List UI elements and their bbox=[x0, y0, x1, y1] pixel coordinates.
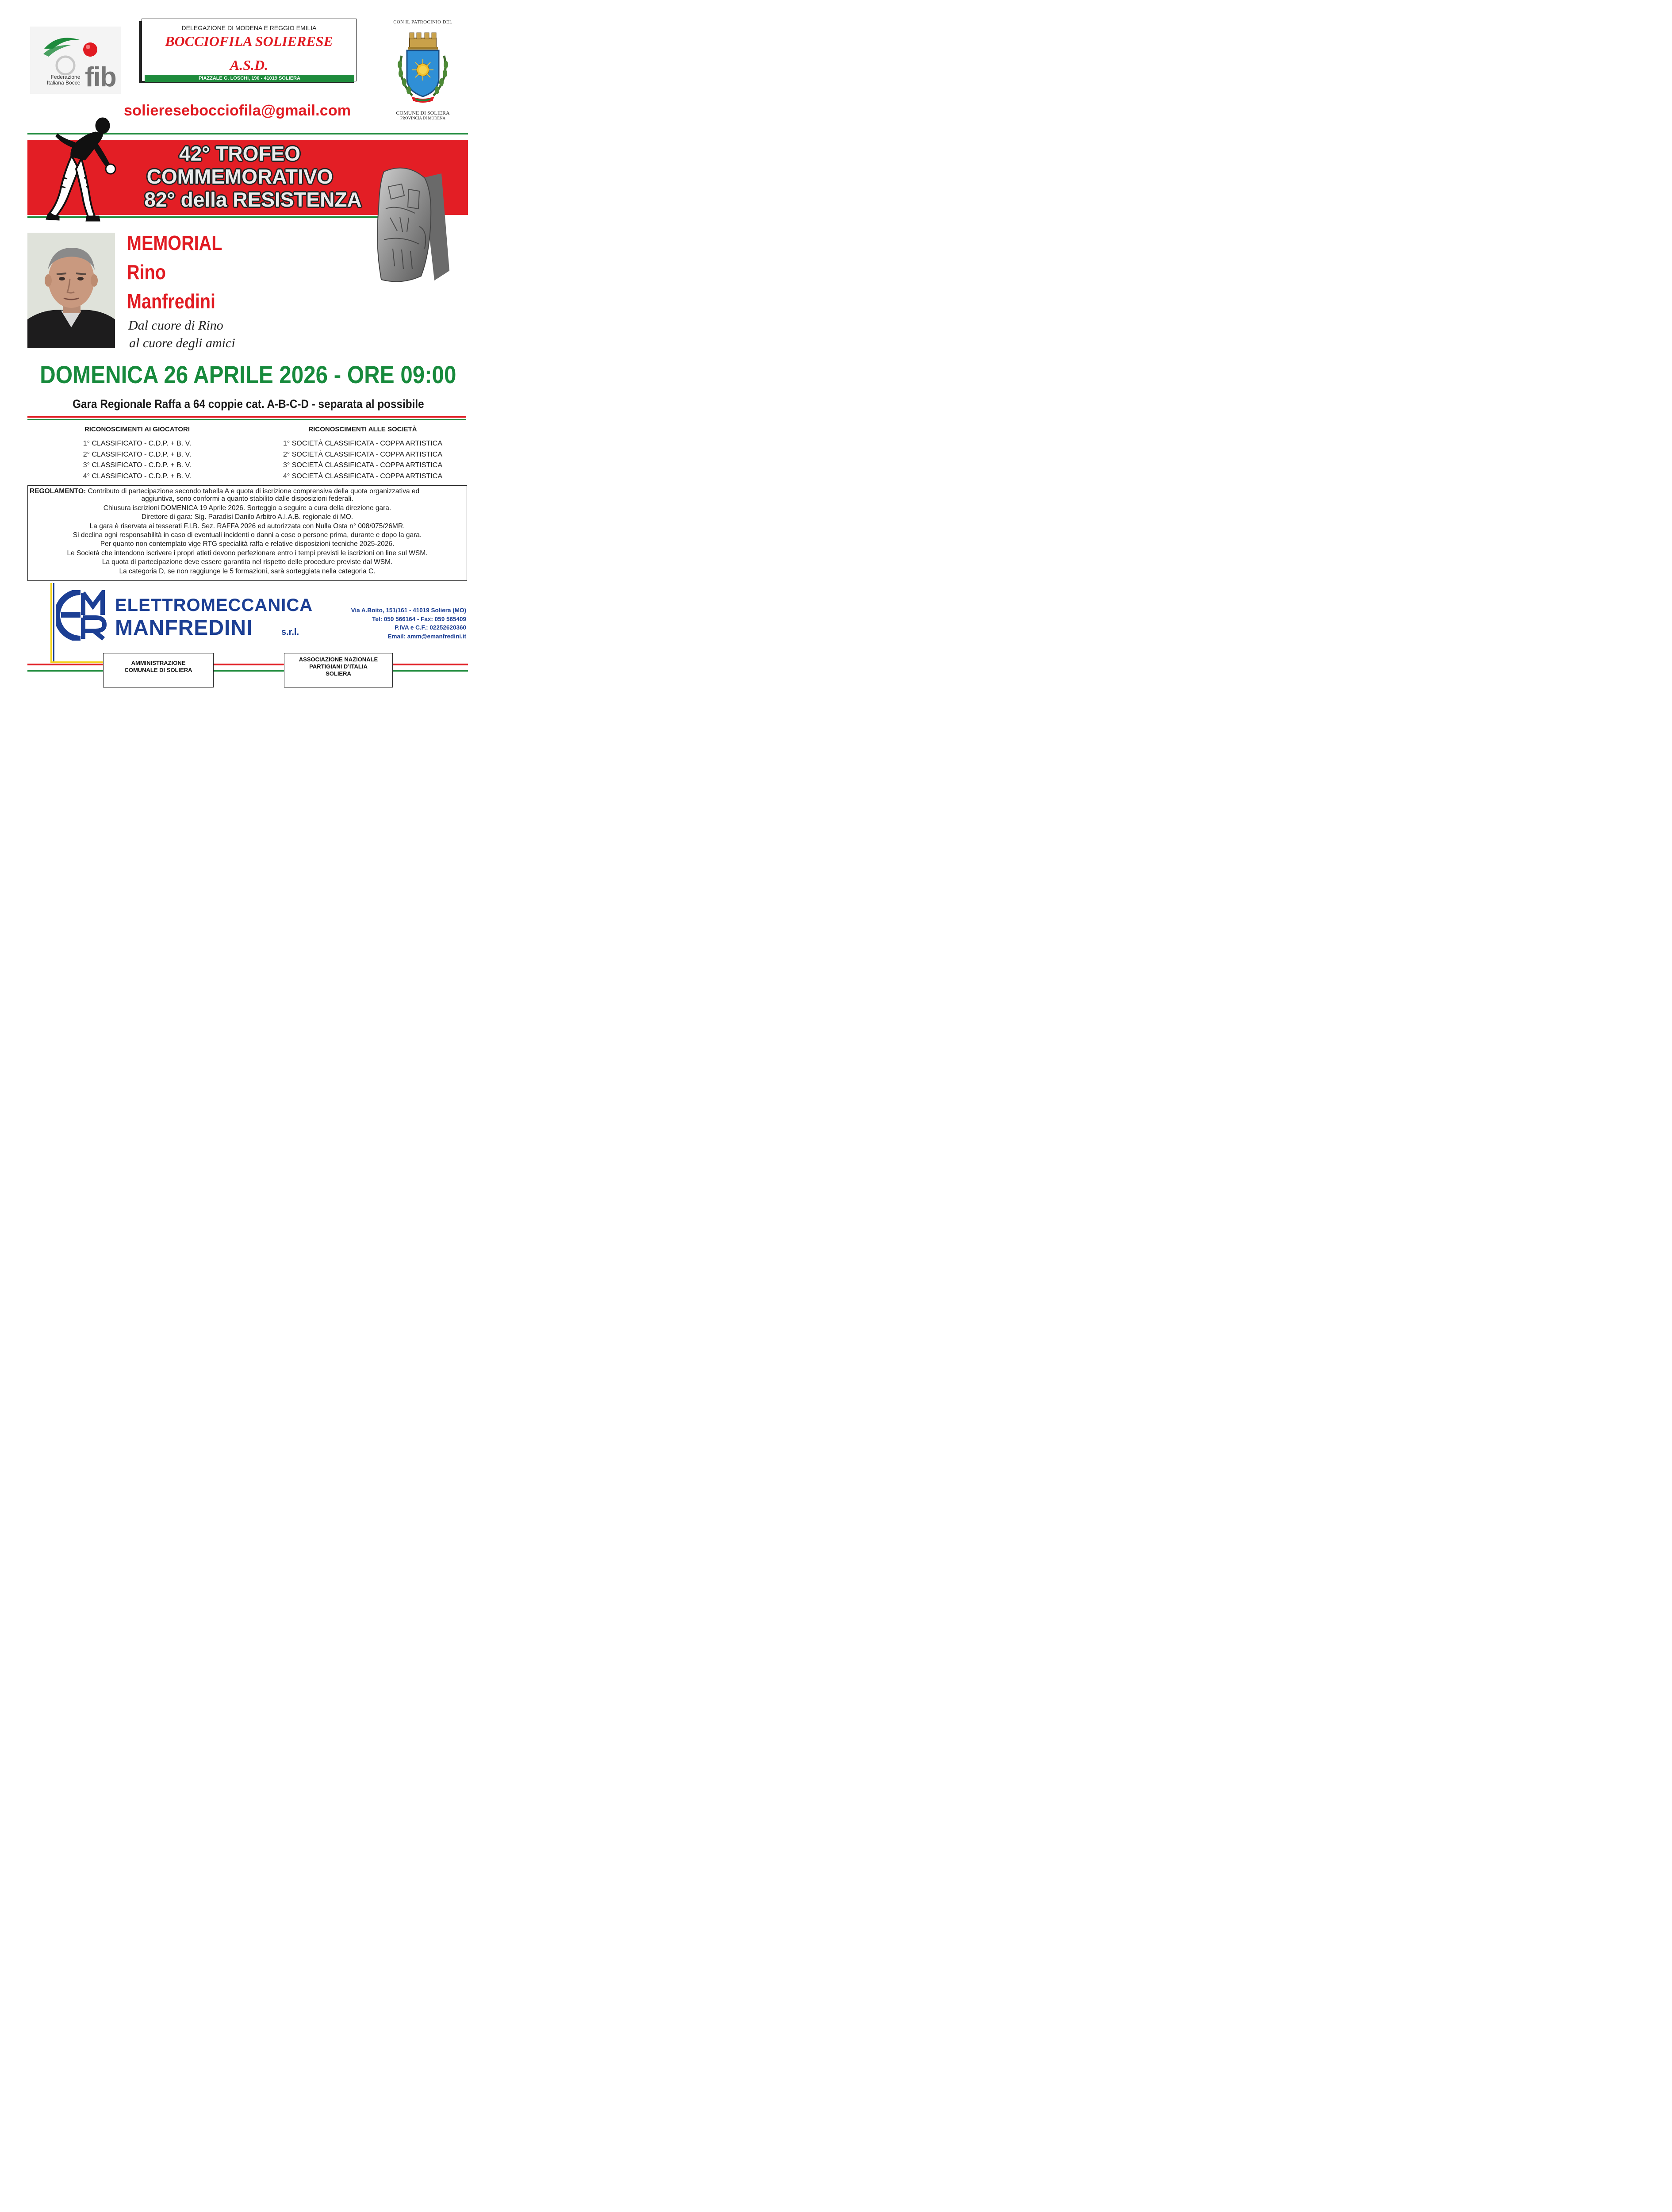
comune-name: COMUNE DI SOLIERA bbox=[396, 110, 450, 116]
footer-box1-line2: COMUNALE DI SOLIERA bbox=[124, 667, 192, 673]
trophy-sculpture-icon bbox=[375, 165, 452, 285]
club-award-item: 2° SOCIETÀ CLASSIFICATA - COPPA ARTISTICA bbox=[283, 450, 442, 458]
sponsor-name-1: ELETTROMECCANICA bbox=[115, 595, 313, 615]
footer-box2-line3: SOLIERA bbox=[326, 670, 351, 677]
regulation-line: Si declina ogni responsabilità in caso di eventuali incidenti o danni a cose o persone prima, durante e dopo la gara. bbox=[73, 531, 422, 539]
regulation-first-line: REGOLAMENTO: Contributo di partecipazione secondo tabella A e quota di iscrizione comprensiva della quota organizzativa ed bbox=[30, 488, 420, 495]
regulation-line: Chiusura iscrizioni DOMENICA 19 Aprile 2026. Sorteggio a seguire a cura della direzione gara. bbox=[103, 504, 391, 512]
club-header bbox=[142, 19, 357, 84]
player-award-item: 1° CLASSIFICATO - C.D.P. + B. V. bbox=[83, 440, 192, 447]
club-email[interactable]: solieresebocciofila@gmail.com bbox=[124, 102, 351, 119]
club-award-item: 4° SOCIETÀ CLASSIFICATA - COPPA ARTISTICA bbox=[283, 472, 442, 480]
memorial-quote bbox=[128, 317, 235, 352]
bottom-red-rule bbox=[27, 664, 468, 665]
sponsor-address: Via A.Boito, 151/161 - 41019 Soliera (MO) bbox=[351, 607, 466, 614]
regulation-line: aggiuntiva, sono conformi a quanto stabilito dalle disposizioni federali. bbox=[141, 495, 353, 503]
bocce-player-icon bbox=[44, 116, 119, 224]
emm-logo-icon bbox=[56, 590, 109, 641]
club-name: BOCCIOFILA SOLIERESE bbox=[165, 33, 333, 49]
player-award-item: 2° CLASSIFICATO - C.D.P. + B. V. bbox=[83, 450, 192, 458]
patronage-label: CON IL PATROCINIO DEL bbox=[393, 19, 453, 25]
fib-logo bbox=[30, 27, 121, 94]
sponsor-accent-blue bbox=[53, 583, 54, 663]
fib-federation-text: Federazione Italiana Bocce bbox=[47, 74, 81, 86]
memorial-line-3: Manfredini bbox=[127, 290, 216, 313]
club-award-item: 3° SOCIETÀ CLASSIFICATA - COPPA ARTISTICA bbox=[283, 461, 442, 469]
delegation-text: DELEGAZIONE DI MODENA E REGGIO EMILIA bbox=[181, 24, 317, 31]
footer-municipality-box bbox=[103, 653, 214, 687]
regulation-line: La gara è riservata ai tesserati F.I.B. Sez. RAFFA 2026 ed autorizzata con Nulla Osta n° 008/075/26MR. bbox=[89, 522, 405, 530]
provincia-name: PROVINCIA DI MODENA bbox=[400, 116, 445, 120]
player-awards bbox=[66, 426, 208, 482]
club-type: A.S.D. bbox=[230, 57, 268, 73]
green-rule bbox=[27, 419, 466, 420]
quote-line-1: Dal cuore di Rino bbox=[128, 318, 223, 333]
player-awards-title: RICONOSCIMENTI AI GIOCATORI bbox=[84, 426, 190, 433]
regulation-line: Direttore di gara: Sig. Paradisi Danilo Arbitro A.I.A.B. regionale di MO. bbox=[141, 513, 353, 521]
patronage bbox=[386, 19, 460, 121]
club-awards-title: RICONOSCIMENTI ALLE SOCIETÀ bbox=[308, 426, 417, 433]
memorial-line-1: MEMORIAL bbox=[127, 231, 222, 254]
coat-of-arms-icon bbox=[392, 29, 454, 109]
sponsor-contacts bbox=[310, 606, 466, 641]
club-address: PIAZZALE G. LOSCHI, 190 - 41019 SOLIERA bbox=[145, 75, 354, 82]
fib-acronym: fib bbox=[85, 62, 116, 92]
sponsor-vat: P.IVA e C.F.: 02252620360 bbox=[395, 624, 466, 631]
club-awards bbox=[265, 426, 460, 482]
regulation-line: Le Società che intendono iscrivere i propri atleti devono perfezionare entro i tempi previsti le iscrizioni on line sul WSM. bbox=[67, 549, 428, 557]
memorial-portrait bbox=[27, 233, 115, 348]
footer-box2-line1: ASSOCIAZIONE NAZIONALE bbox=[299, 656, 378, 663]
event-date-time: DOMENICA 26 APRILE 2026 - ORE 09:00 bbox=[40, 361, 456, 388]
sponsor-name-2: MANFREDINI bbox=[115, 616, 253, 640]
player-award-item: 3° CLASSIFICATO - C.D.P. + B. V. bbox=[83, 461, 192, 469]
footer-box2-line2: PARTIGIANI D’ITALIA bbox=[309, 663, 368, 670]
sponsor-phone: Tel: 059 566164 - Fax: 059 565409 bbox=[372, 615, 466, 622]
footer-anpi-box bbox=[284, 653, 393, 687]
bottom-green-rule bbox=[27, 670, 468, 672]
regulation-line: Per quanto non contemplato vige RTG specialità raffa e relative disposizioni tecniche 2025-2026. bbox=[100, 540, 395, 548]
player-award-item: 4° CLASSIFICATO - C.D.P. + B. V. bbox=[83, 472, 192, 480]
banner-line-2: COMMEMORATIVO bbox=[146, 165, 333, 188]
club-award-item: 1° SOCIETÀ CLASSIFICATA - COPPA ARTISTICA bbox=[283, 440, 442, 447]
regulation-label: REGOLAMENTO: bbox=[30, 488, 86, 495]
competition-description: Gara Regionale Raffa a 64 coppie cat. A-B-C-D - separata al possibile bbox=[72, 397, 424, 411]
sponsor-email[interactable]: Email: amm@emanfredini.it bbox=[387, 633, 466, 640]
banner-line-3: 82° della RESISTENZA bbox=[144, 188, 362, 211]
red-ball-icon bbox=[82, 42, 98, 58]
footer-box1-line1: AMMINISTRAZIONE bbox=[131, 660, 186, 666]
regulation-box bbox=[27, 485, 467, 581]
banner-line-1: 42° TROFEO bbox=[179, 142, 300, 165]
memorial-line-2: Rino bbox=[127, 261, 166, 284]
red-rule bbox=[27, 416, 466, 418]
sponsor-accent-yellow bbox=[50, 583, 52, 663]
memorial-title bbox=[127, 228, 238, 316]
regulation-line: La categoria D, se non raggiunge le 5 formazioni, sarà sorteggiata nella categoria C. bbox=[119, 568, 376, 575]
quote-line-2: al cuore degli amici bbox=[129, 336, 235, 350]
sponsor-suffix: s.r.l. bbox=[281, 627, 299, 637]
regulation-line: La quota di partecipazione deve essere garantita nel rispetto delle procedure previste dal WSM. bbox=[102, 558, 393, 566]
